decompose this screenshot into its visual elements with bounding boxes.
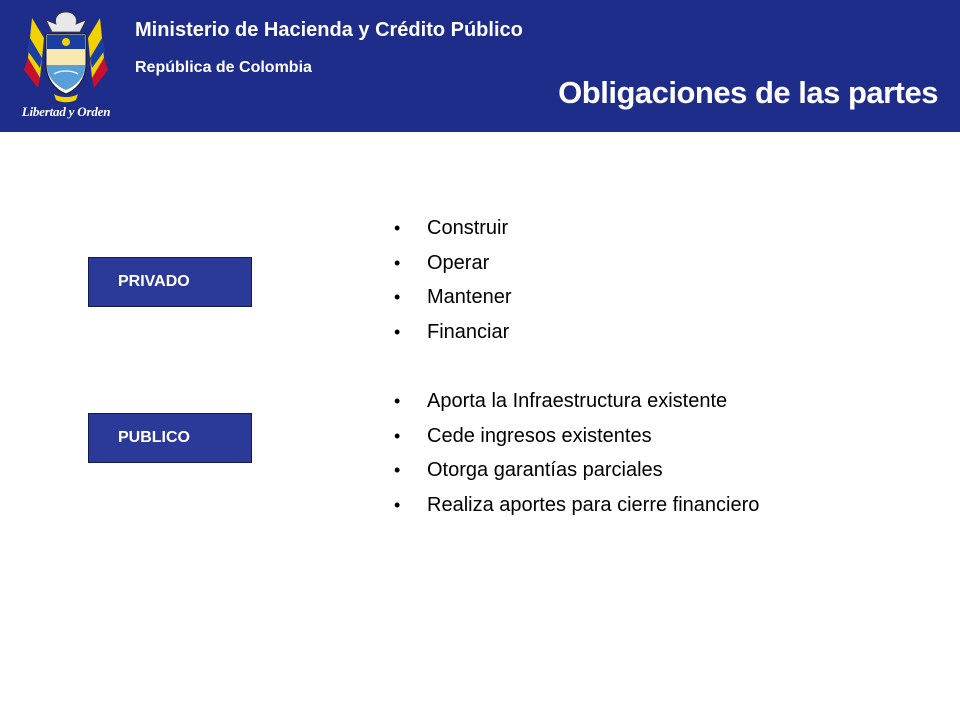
header-banner — [0, 0, 960, 132]
ministry-name: Ministerio de Hacienda y Crédito Público — [135, 19, 523, 41]
list-item: • Mantener — [392, 280, 512, 315]
privado-obligations-list — [392, 211, 512, 349]
colombia-coat-of-arms-icon — [10, 8, 122, 104]
list-item: • Otorga garantías parciales — [392, 453, 759, 488]
list-item: • Operar — [392, 246, 512, 281]
republic-name: República de Colombia — [135, 59, 312, 76]
publico-label: PUBLICO — [118, 429, 190, 446]
publico-box — [88, 413, 252, 463]
list-item: • Construir — [392, 211, 512, 246]
coat-of-arms-logo — [10, 8, 122, 126]
publico-obligations-list — [392, 384, 759, 522]
logo-caption: Libertad y Orden — [21, 104, 111, 119]
list-item: • Financiar — [392, 315, 512, 350]
list-item: • Aporta la Infraestructura existente — [392, 384, 759, 419]
privado-label: PRIVADO — [118, 273, 190, 290]
list-item: • Realiza aportes para cierre financiero — [392, 488, 759, 523]
list-item: • Cede ingresos existentes — [392, 419, 759, 454]
slide-title: Obligaciones de las partes — [558, 75, 938, 110]
privado-box — [88, 257, 252, 307]
